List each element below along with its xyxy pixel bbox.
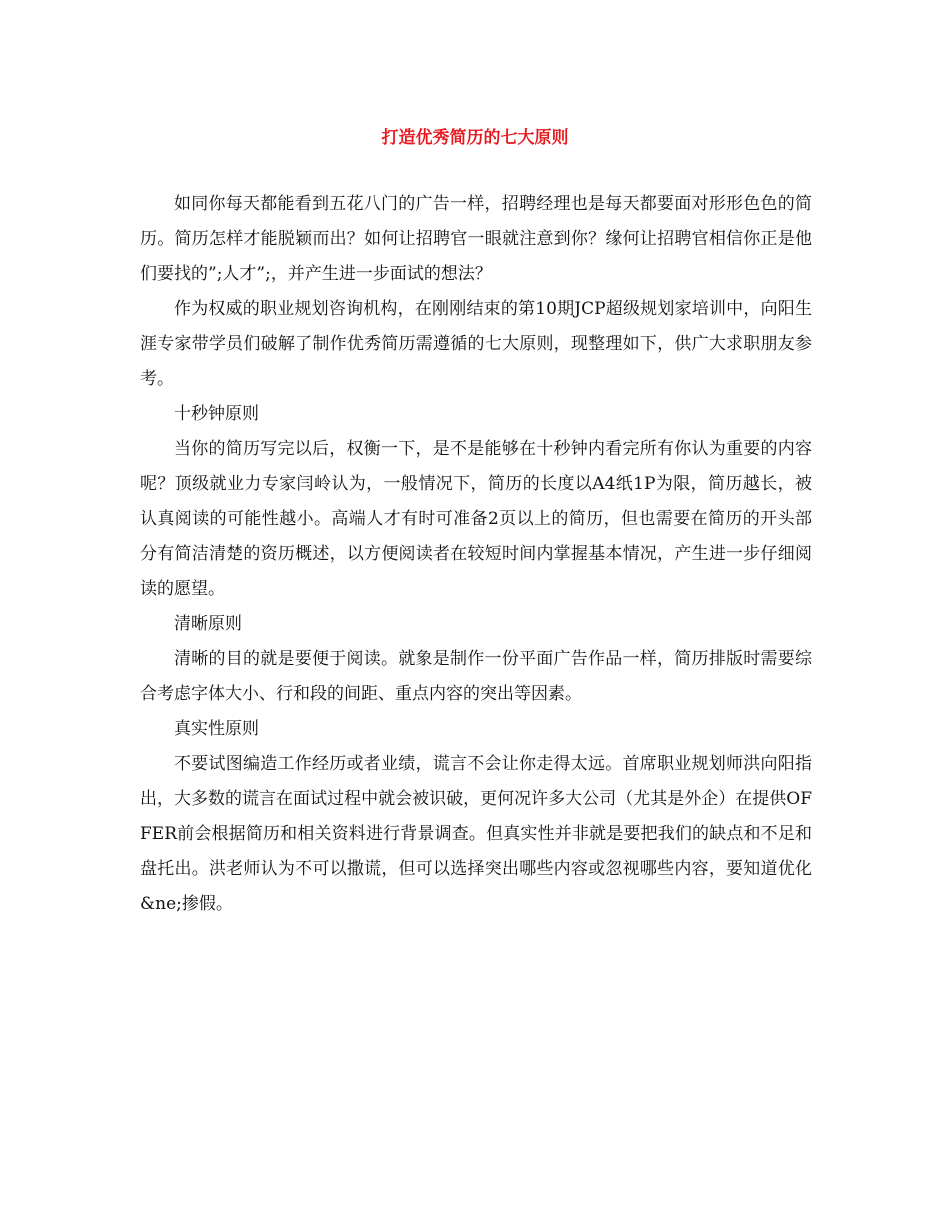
paragraph-clarity: 清晰的目的就是要便于阅读。就象是制作一份平面广告作品一样，简历排版时需要综合考虑字体大小、行和段的间距、重点内容的突出等因素。 [140, 649, 812, 704]
paragraph-authenticity: 不要试图编造工作经历或者业绩，谎言不会让你走得太远。首席职业规划师洪向阳指出，大多数的谎言在面试过程中就会被识破，更何况许多大公司（尤其是外企）在提供OFFER前会根据简历和相关资料进行背景调查。但真实性并非就是要把我们的缺点和不足和盘托出。洪老师认为不可以撒谎，但可以选择突出哪些内容或忽视哪些内容，要知道优化&ne;掺假。 [140, 754, 812, 914]
section-heading-clarity: 清晰原则 [174, 614, 242, 634]
section-heading-ten-seconds: 十秒钟原则 [174, 404, 259, 424]
document-body [140, 187, 812, 922]
section-heading-authenticity: 真实性原则 [174, 719, 259, 739]
paragraph-intro: 如同你每天都能看到五花八门的广告一样，招聘经理也是每天都要面对形形色色的简历。简历怎样才能脱颖而出？如何让招聘官一眼就注意到你？缘何让招聘官相信你正是他们要找的”;人才”;，并产生进一步面试的想法？ [140, 194, 812, 284]
paragraph-background: 作为权威的职业规划咨询机构，在刚刚结束的第10期JCP超级规划家培训中，向阳生涯专家带学员们破解了制作优秀简历需遵循的七大原则，现整理如下，供广大求职朋友参考。 [140, 299, 812, 389]
document-title: 打造优秀简历的七大原则 [381, 128, 569, 148]
paragraph-ten-seconds: 当你的简历写完以后，权衡一下，是不是能够在十秒钟内看完所有你认为重要的内容呢？顶级就业力专家闫岭认为，一般情况下，简历的长度以A4纸1P为限，简历越长，被认真阅读的可能性越小。高端人才有时可准备2页以上的简历，但也需要在简历的开头部分有简洁清楚的资历概述，以方便阅读者在较短时间内掌握基本情况，产生进一步仔细阅读的愿望。 [140, 439, 812, 599]
